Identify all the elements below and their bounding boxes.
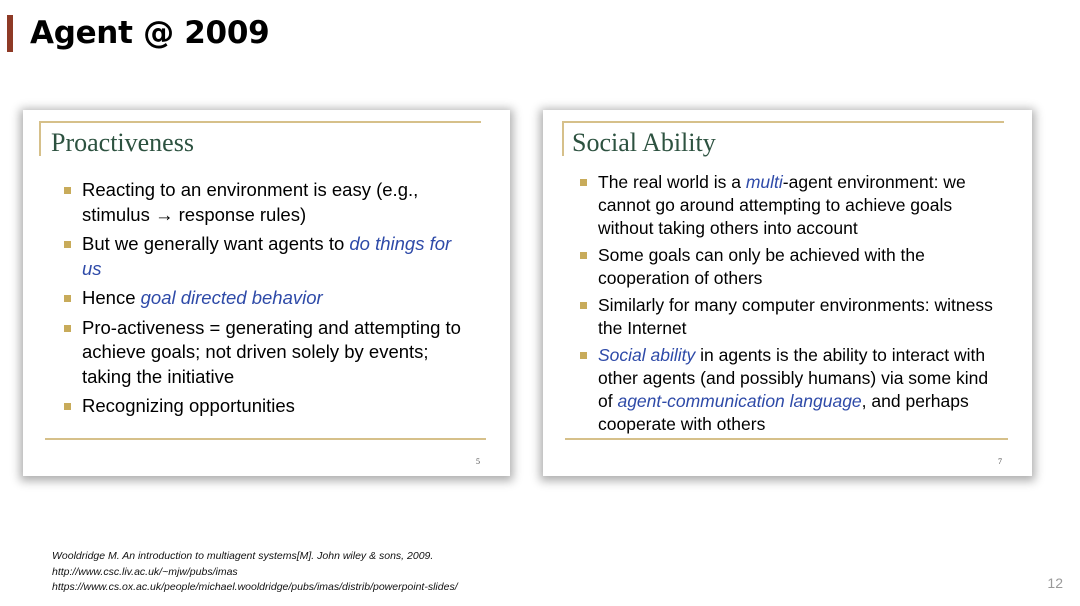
- slide-social-ability: [543, 110, 1032, 476]
- emphasis-text: do things for us: [82, 233, 452, 279]
- bullet-item: [580, 294, 1000, 340]
- bullet-text: Some goals can only be achieved with the cooperation of others: [598, 245, 925, 288]
- bullet-square-icon: [64, 325, 71, 332]
- bullet-item: [64, 316, 474, 390]
- bullet-item: [64, 394, 474, 419]
- slide-title: Proactiveness: [51, 128, 194, 157]
- references: [52, 549, 458, 596]
- title-accent-bar: [7, 15, 13, 52]
- bullet-item: [64, 178, 474, 227]
- slide-side-rule: [562, 121, 564, 156]
- bullet-text: Reacting to an environment is easy (e.g., stimulus → response rules): [82, 179, 419, 225]
- slide-top-rule: [562, 121, 1004, 123]
- bullet-list: [64, 178, 474, 424]
- reference-link[interactable]: https://www.cs.ox.ac.uk/people/michael.wooldridge/pubs/imas/distrib/powerpoint-slides/: [52, 581, 458, 593]
- reference-link[interactable]: http://www.csc.liv.ac.uk/~mjw/pubs/imas: [52, 565, 238, 578]
- emphasis-text: agent-communication language: [617, 391, 862, 411]
- page-number: 12: [1047, 575, 1063, 591]
- bullet-text: , and perhaps cooperate with others: [598, 391, 969, 434]
- bullet-square-icon: [580, 302, 587, 309]
- bullet-square-icon: [580, 352, 587, 359]
- bullet-square-icon: [64, 241, 71, 248]
- bullet-item: [580, 171, 1000, 240]
- emphasis-text: goal directed behavior: [140, 287, 323, 308]
- bullet-text: in agents is the ability to interact with other agents (and possibly humans) via some kind of: [598, 345, 989, 411]
- bullet-square-icon: [64, 187, 71, 194]
- slide-side-rule: [39, 121, 41, 156]
- emphasis-text: Social ability: [598, 345, 696, 365]
- bullet-text: Similarly for many computer environments: witness the Internet: [598, 295, 993, 338]
- bullet-text: Pro-activeness = generating and attempting to achieve goals; not driven solely by events; taking the initiative: [82, 316, 461, 387]
- slide-number: 7: [998, 457, 1002, 466]
- bullet-square-icon: [580, 252, 587, 259]
- bullet-text: The real world is a: [598, 172, 746, 192]
- bullet-text: -agent environment: we cannot go around attempting to achieve goals without taking others into account: [598, 172, 966, 238]
- page-title: Agent @ 2009: [30, 15, 270, 51]
- bullet-text: But we generally want agents to: [82, 233, 350, 254]
- bullet-item: [64, 286, 474, 311]
- bullet-item: [64, 232, 474, 281]
- bullet-list: [580, 171, 1000, 440]
- bullet-item: [580, 244, 1000, 290]
- slide-top-rule: [39, 121, 481, 123]
- slide-proactiveness: [23, 110, 510, 476]
- bullet-text: Hence: [82, 287, 141, 308]
- bullet-square-icon: [64, 403, 71, 410]
- slide-bottom-rule: [565, 438, 1008, 440]
- bullet-square-icon: [64, 295, 71, 302]
- reference-citation: Wooldridge M. An introduction to multiagent systems[M]. John wiley & sons, 2009.: [52, 550, 434, 562]
- bullet-item: [580, 344, 1000, 436]
- slide-title: Social Ability: [572, 128, 716, 157]
- slide-bottom-rule: [45, 438, 486, 440]
- emphasis-text: multi: [745, 172, 783, 192]
- bullet-text: Recognizing opportunities: [82, 395, 295, 416]
- slide-number: 5: [476, 457, 480, 466]
- bullet-square-icon: [580, 179, 587, 186]
